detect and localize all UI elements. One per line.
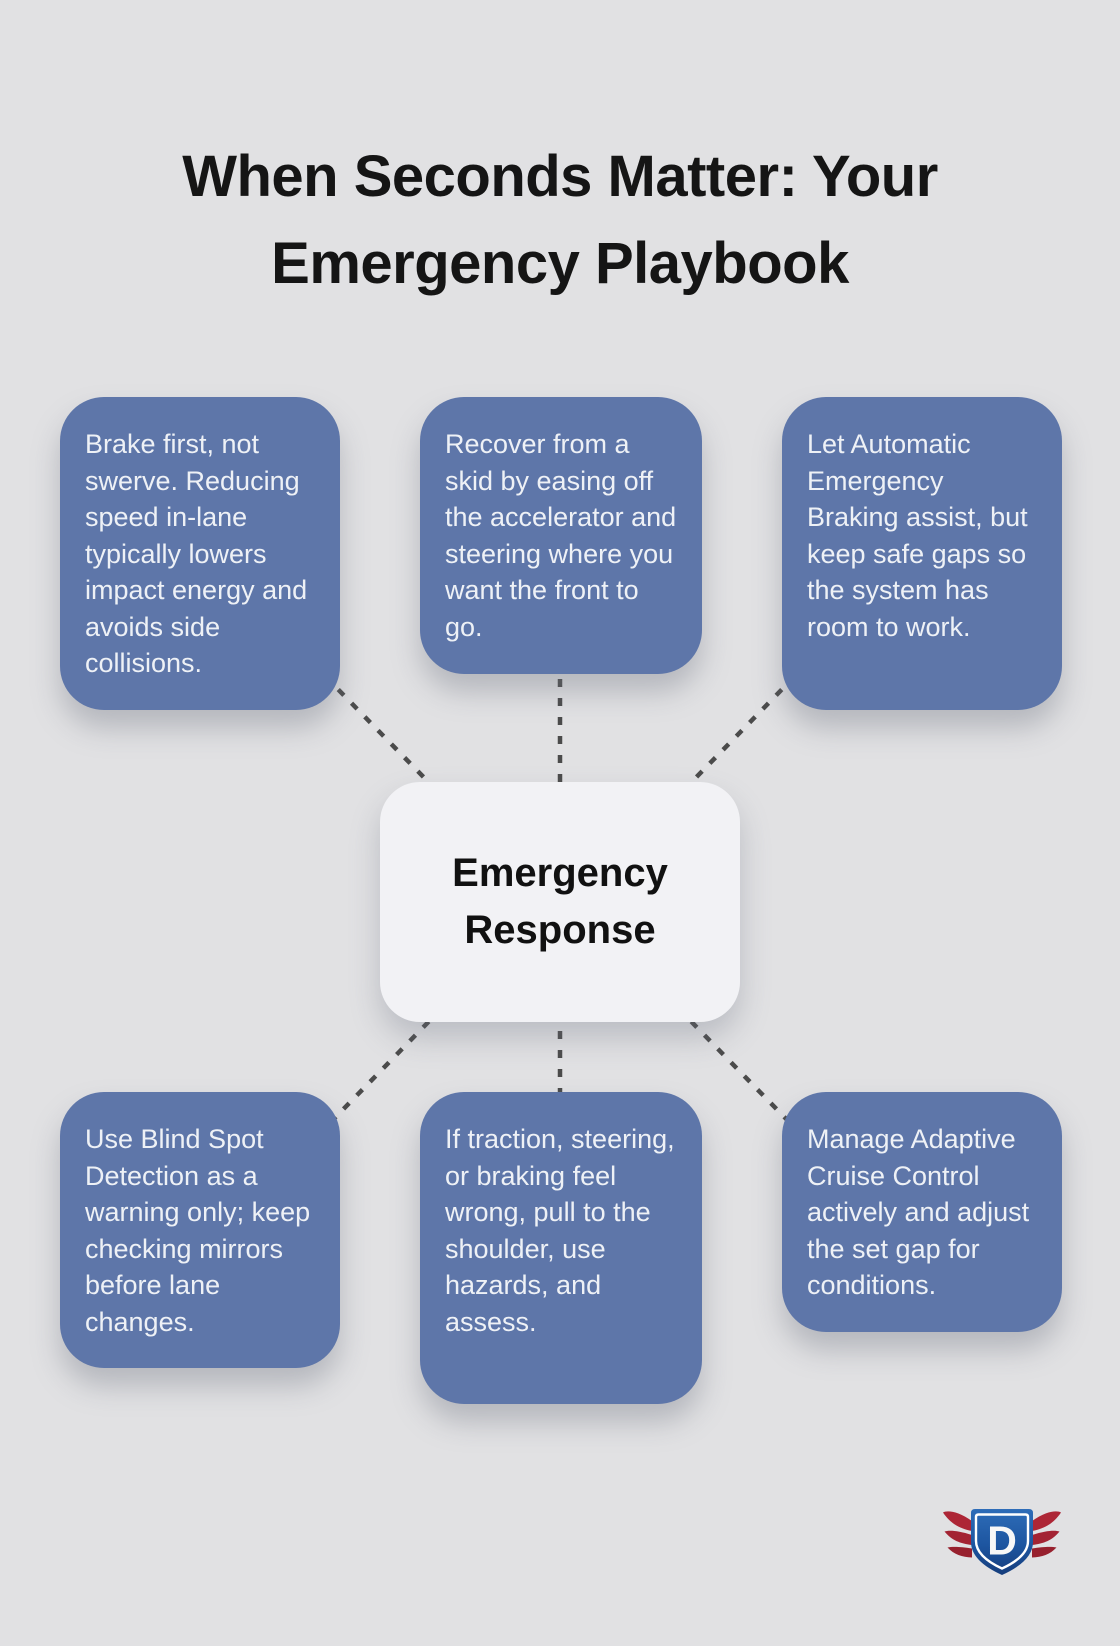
tip-card-top-right [782,397,1062,710]
tip-card-top-center [420,397,702,674]
tip-card-bottom-center [420,1092,702,1404]
connector-top-right [678,676,795,796]
connector-bottom-right [678,1008,795,1128]
tip-card-text: If traction, steering, or braking feel wrong, pull to the shoulder, use hazards, and assess. [445,1124,675,1337]
tip-card-text: Recover from a skid by easing off the accelerator and steering where you want the front to go. [445,429,677,642]
tip-card-bottom-right [782,1092,1062,1332]
connector-bottom-left [325,1008,442,1128]
center-node-label: Emergency Response [452,851,668,952]
tip-card-text: Brake first, not swerve. Reducing speed in-lane typically lowers impact energy and avoids side collisions. [85,429,308,678]
tip-card-text: Let Automatic Emergency Braking assist, but keep safe gaps so the system has room to work. [807,429,1028,642]
wing-left-icon [943,1511,972,1557]
center-node [380,782,740,1022]
tip-card-text: Use Blind Spot Detection as a warning only; keep checking mirrors before lane changes. [85,1124,311,1337]
page-title: When Seconds Matter: Your Emergency Playbook [182,143,938,296]
tip-card-top-left [60,397,340,710]
logo-letter: D [987,1517,1017,1564]
shield-icon [971,1509,1033,1575]
tip-card-bottom-left [60,1092,340,1368]
tip-card-text: Manage Adaptive Cruise Control actively and adjust the set gap for conditions. [807,1124,1030,1300]
connector-top-left [325,676,442,796]
wing-right-icon [1032,1511,1061,1557]
brand-logo [942,1500,1062,1588]
